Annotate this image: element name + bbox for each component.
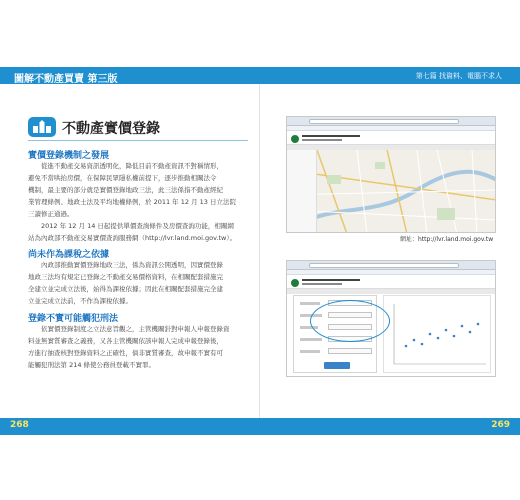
paragraph-line: 能觸犯刑法第 214 條使公務員登載不實罪。	[28, 361, 156, 369]
form-label-bar	[300, 302, 320, 305]
page-number-right: 269	[491, 420, 510, 430]
browser-tab-strip	[287, 270, 495, 275]
map-sidebar	[287, 150, 317, 233]
page-fold	[259, 84, 260, 424]
chapter-title: 第七篇 找資料、電腦不求人	[415, 72, 502, 80]
paragraph-line: 地政三法均有規定已登錄之不動產交易價格資料，在相關配套措施完	[28, 273, 223, 281]
paragraph-tax	[28, 259, 250, 307]
form-input-box	[328, 348, 372, 354]
site-subname-bar	[302, 283, 342, 285]
query-submit-button	[324, 362, 350, 369]
page-title: 不動產實價登錄	[62, 121, 160, 137]
paragraph-development-1	[28, 160, 250, 220]
paragraph-line: 料並無實質審查之義務，又各主管機關依該申報人完成申報登錄後，	[28, 337, 223, 345]
paragraph-line: 依實價登錄制度之立法意旨觀之，主管機關針對申報人申報登錄資	[41, 325, 230, 333]
footer-band	[0, 418, 520, 435]
section-heading-tax: 尚未作為課稅之依據	[28, 250, 110, 260]
site-name-bar	[302, 135, 360, 137]
paragraph-line: 機制，最主要的部分就是實價登錄地政三法，此三法係指不動產經紀	[28, 186, 223, 194]
figure-caption: 網址：http://lvr.land.moi.gov.tw	[400, 236, 494, 243]
browser-tab-strip	[287, 126, 495, 131]
site-logo	[291, 135, 299, 143]
site-header	[287, 132, 495, 145]
paragraph-line: 三讀修正通過。	[28, 210, 74, 218]
site-name-bar	[302, 279, 360, 281]
highlight-circle	[310, 300, 390, 342]
result-chart-graphic	[384, 296, 492, 374]
paragraph-line: 從進不動產交易資訊透明化，降低目前不動產資訊不對稱情形，	[41, 162, 223, 170]
paragraph-line: 內政部推動實價登錄地政三法，係為資訊公開透明，因實價登錄	[41, 261, 223, 269]
site-header	[287, 276, 495, 289]
book-title: 圖解不動產買賣 第三版	[14, 74, 118, 85]
paragraph-line: 避免不當哄抬房價，在保障民眾隱私權前提下，逐步推動相關法令	[28, 174, 217, 182]
browser-url-field	[309, 263, 459, 268]
paragraph-line: 站為內政部不動產交易實價查詢服務網（http://lvr.land.moi.gov.tw）。	[28, 234, 237, 242]
website-map-screenshot	[286, 116, 496, 233]
paragraph-criminal	[28, 323, 250, 371]
paragraph-line: 立並完成立法前，不作為課稅依據。	[28, 297, 132, 305]
city-map	[287, 150, 495, 233]
paragraph-development-2	[28, 220, 250, 244]
site-nav-bar	[287, 289, 495, 294]
browser-url-field	[309, 119, 459, 124]
paragraph-line: 方進行抽查核對登錄資料之正確性，倘非實質審查，故申報不實有可	[28, 349, 223, 357]
section-heading-criminal: 登錄不實可能觸犯刑法	[28, 314, 119, 324]
form-label-bar	[300, 338, 322, 341]
page-number-left: 268	[10, 420, 29, 430]
browser-toolbar	[287, 117, 495, 126]
browser-toolbar	[287, 261, 495, 270]
site-subname-bar	[302, 139, 342, 141]
house-icon	[28, 117, 56, 137]
paragraph-line: 2012 年 12 月 14 日起提供單價查詢條件及房價查詢功能，相關網	[41, 222, 234, 230]
result-chart-panel	[383, 295, 491, 373]
title-divider	[28, 140, 248, 141]
section-heading-development: 實價登錄機制之發展	[28, 151, 110, 161]
paragraph-line: 業管理條例、地政士法及平均地權條例，於 2011 年 12 月 13 日立法院	[28, 198, 236, 206]
site-logo	[291, 279, 299, 287]
paragraph-line: 全建立並完成立法後，始得為課稅依據；因此在相關配套措施完全建	[28, 285, 223, 293]
city-map-graphic	[287, 150, 496, 233]
form-label-bar	[300, 350, 320, 353]
